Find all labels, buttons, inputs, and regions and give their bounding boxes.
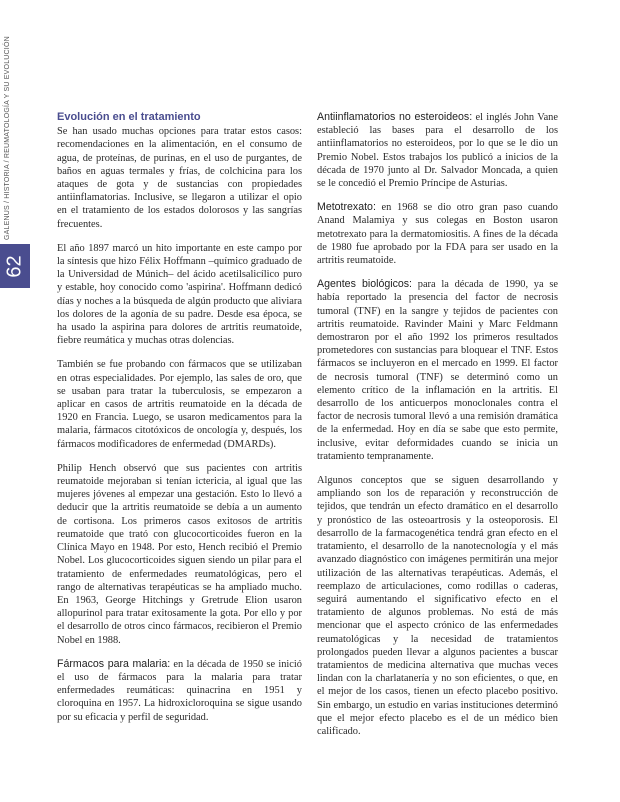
paragraph: El año 1897 marcó un hito importante en este campo por la síntesis que hizo Félix Hoffmann –químico graduado de la Universidad de Múnich– del ácido acetilsalicílico puro y estable, hoy conocido como 'aspirina'. Hoffmann dedicó días y noches a la búsqueda de algún producto que aliviara los dolores de la agonía de su padre. Desde esa época, se ha usado la aspirina para dolores de artritis reumatoide, fiebre reumática y muchas otras dolencias. — [57, 242, 302, 347]
paragraph-body: el inglés John Vane estableció las bases para el desarrollo de los antiinflamatorios no esteroideos, por lo que se le dio un Premio Nobel. Estos trabajos los publicó a inicios de la década de 1970 junto al Dr. Salvador Moncada, a quien se le concedió el Premio Príncipe de Asturias. — [317, 112, 558, 190]
paragraph-lead: Agentes biológicos: — [317, 278, 413, 291]
paragraph: Algunos conceptos que se siguen desarrollando y ampliando son los de reparación y reconstrucción de tejidos, que tendrán un efecto dramático en el desarrollo y pronóstico de las osteoartrosis y la osteoporosis. El desarrollo de la farmacogenética tendrá gran efecto en el tratamiento, el desarrollo de la nanotecnología y el más avanzado diagnóstico con imágenes permitirán una mejor utilización de las alternativas terapéuticas. Además, el reemplazo de articulaciones, como rodillas o caderas, seguirá aumentando el significativo efecto en el tratamiento de algunos problemas. No está de más mencionar que el aspecto crónico de las enfermedades reumatológicas y la necesidad de tratamientos prolongados pueden llevar a algunos pacientes a buscar tratamientos de medicina alternativa que muchas veces lindan con la charlatanería y no son eficientes, o que, en el mejor de los casos, tienen un efecto placebo positivo. Sin embargo, un estudio en varias instituciones determinó que el mejor efecto placebo es el de un médico bien calificado. — [317, 475, 558, 737]
page-number-tab — [0, 244, 30, 288]
paragraph-lead: Antiinflamatorios no esteroideos: — [317, 111, 473, 123]
paragraph — [317, 278, 558, 463]
paragraph — [57, 658, 302, 724]
paragraph: Philip Hench observó que sus pacientes con artritis reumatoide mejoraban si tenían ictericia, al igual que las mujeres jóvenes al empezar una gestación. Esto lo llevó a deducir que la artritis reumatoide se debía a un aumento de cortisona. Los primeros casos exitosos de artritis reumatoide que trató con glucocorticoides fueron en la Clínica Mayo en 1948. Por esto, Hench recibió el Premio Nobel. Los glucocorticoides siguen siendo un pilar para el tratamiento de enfermedades reumatológicas, pero el rango de alternativas terapéuticas se ha ampliado mucho. En 1963, George Hitchings y Gretrude Elion usaron allopurinol para tratar exitosamente la gota. Por ello y por el desarrollo de otros cinco fármacos, recibieron el Premio Nobel en 1988. — [57, 462, 302, 646]
sidebar — [0, 0, 30, 802]
paragraph — [317, 201, 558, 267]
section-heading: Evolución en el tratamiento — [57, 111, 201, 123]
paragraph-body: en la década de 1950 se inició el uso de fármacos para la malaria para tratar enfermedades reumáticas: quinacrina en 1951 y cloroquina en 1957. La hidroxicloroquina se sigue usando por su eficacia y perfil de seguridad. — [57, 658, 302, 723]
right-column — [317, 111, 558, 749]
paragraph-body: en 1968 se dio otro gran paso cuando Anand Malamiya y sus colegas en Boston usaron metotrexato para la dermatomiositis. A fines de la década de 1980 fue aprobado por la FDA para ser usado en la artritis reumatoide. — [317, 202, 558, 267]
paragraph — [317, 111, 558, 190]
paragraph-lead: Metotrexato: — [317, 201, 376, 214]
paragraph-lead: Fármacos para malaria: — [57, 657, 171, 670]
paragraph: También se fue probando con fármacos que se utilizaban en otras especialidades. Por ejemplo, las sales de oro, que se usaban para tratar la tuberculosis, se empezaron a aplicar en casos de artritis reumatoide en la década de 1920 en Francia. Luego, se usaron medicamentos para la malaria, fármacos citotóxicos de oncología y, después, los fármacos modificadores de enfermedad (DMARDs). — [57, 359, 302, 450]
paragraph-body: para la década de 1990, ya se había reportado la presencia del factor de necrosis tumoral (TNF) en la sangre y tejidos de pacientes con artritis reumatoide. Ravinder Maini y Marc Feldmann demostraron por el año 1992 los primeros resultados prometedores con sustancias para bloquear el TNF. Estos fármacos se incluyeron en el mercado en 1999. El factor de necrosis tumoral (TNF) se determinó como un elemento crítico de la inflamación en la artritis. El desarrollo de los anticuerpos monoclonales contra el factor de necrosis tumoral llevó a una remisión dramática de la enfermedad. Hoy en día se sabe que esto permite, inclusive, evitar deformidades cuando se inicia un tratamiento tempranamente. — [317, 279, 558, 462]
left-column — [57, 111, 302, 735]
running-head: GALENUS / HISTORIA / REUMATOLOGÍA Y SU EVOLUCIÓN — [4, 36, 11, 240]
page-number: 62 — [3, 254, 26, 278]
paragraph: Se han usado muchas opciones para tratar estos casos: recomendaciones en la alimentación, en el consumo de agua, de proteínas, de purinas, en el uso de purgantes, de baños en aguas termales y frías, de colchicina para los ataques de gota y de sustancias con propiedades antiinflamatorias. Inclusive, se llegaron a utilizar el opio en el tratamiento de los estados dolorosos y las sangrías frecuentes. — [57, 126, 302, 230]
